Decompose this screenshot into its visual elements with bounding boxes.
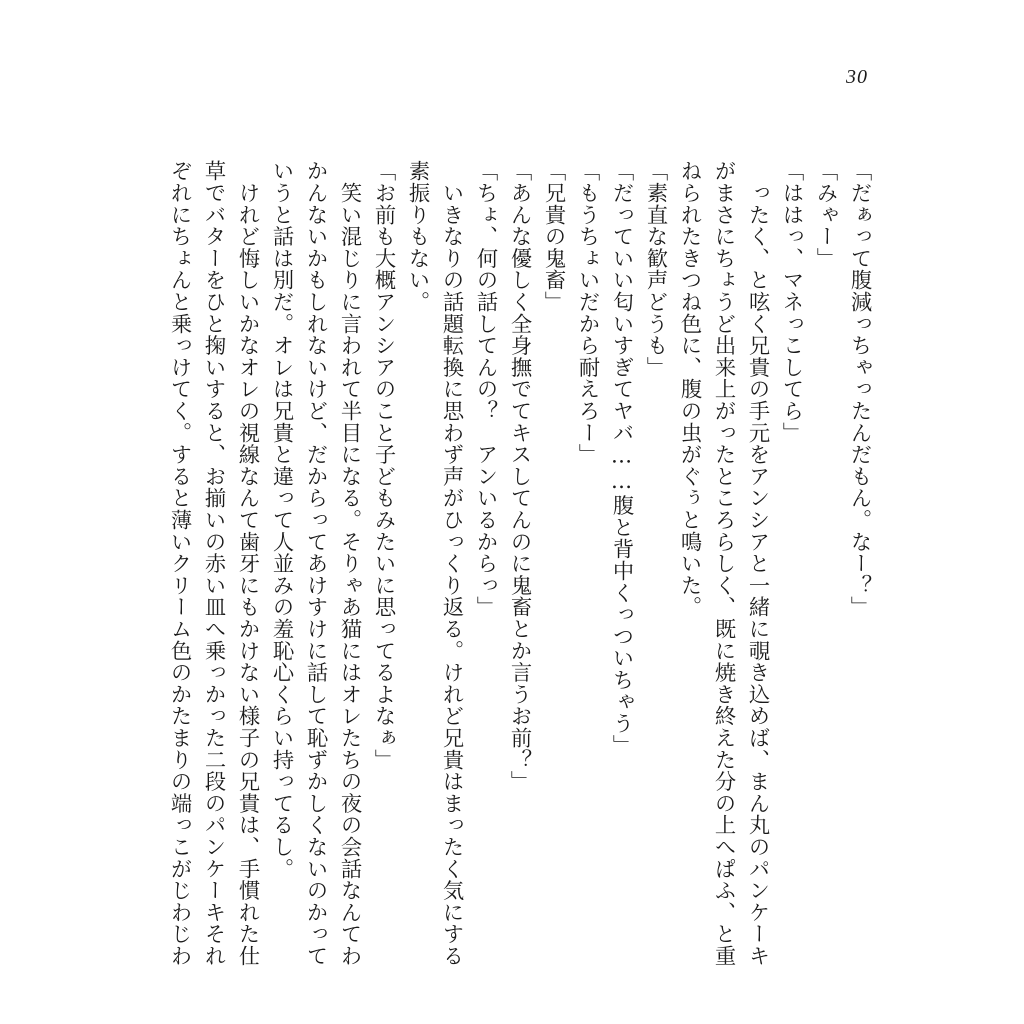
text-line: 「みゃー」 bbox=[813, 160, 838, 269]
text-line: 「もうちょいだから耐えろー」 bbox=[575, 160, 600, 466]
text-line: 「あんな優しく全身撫でてキスしてんのに鬼畜とか言うお前？」 bbox=[507, 160, 532, 793]
text-line: がまさにちょうど出来上がったところらしく、既に焼き終えた分の上へぱふ、と重 bbox=[711, 160, 736, 967]
text-line: 「素直な歓声どうも」 bbox=[643, 160, 668, 378]
text-line: 「ちょ、何の話してんの？ アンいるからっ」 bbox=[473, 160, 498, 618]
text-line: 「ははっ、マネっこしてら」 bbox=[779, 160, 804, 444]
text-line: けれど悔しいかなオレの視線なんて歯牙にもかけない様子の兄貴は、手慣れた仕 bbox=[235, 160, 260, 967]
text-line: ねられたきつね色に、腹の虫がぐぅと鳴いた。 bbox=[677, 160, 702, 618]
text-line: かんないかもしれないけど、だからってあけすけに話して恥ずかしくないのかって bbox=[303, 160, 328, 967]
page-number: 30 bbox=[846, 66, 868, 88]
text-line: いきなりの話題転換に思わず声がひっくり返る。けれど兄貴はまったく気にする bbox=[439, 160, 464, 967]
body-text bbox=[162, 160, 876, 967]
text-line: 素振りもない。 bbox=[405, 160, 430, 313]
text-line: 「お前も大概アンシアのこと子どもみたいに思ってるよなぁ」 bbox=[371, 160, 396, 771]
text-line: 「だっていい匂いすぎてヤバ……腹と背中くっついちゃう」 bbox=[609, 160, 634, 756]
text-line: ぞれにちょんと乗っけてく。すると薄いクリーム色のかたまりの端っこがじわじわ bbox=[167, 160, 192, 967]
text-line: 「だぁって腹減っちゃったんだもん。なー？」 bbox=[847, 160, 872, 618]
text-line: いうと話は別だ。オレは兄貴と違って人並みの羞恥心くらい持ってるし。 bbox=[269, 160, 294, 880]
text-line: 笑い混じりに言われて半目になる。そりゃあ猫にはオレたちの夜の会話なんてわ bbox=[337, 160, 362, 967]
text-line: 草でバターをひと掬いすると、お揃いの赤い皿へ乗っかった二段のパンケーキそれ bbox=[201, 160, 226, 967]
text-line: ったく、と呟く兄貴の手元をアンシアと一緒に覗き込めば、まん丸のパンケーキ bbox=[745, 160, 770, 967]
text-line: 「兄貴の鬼畜」 bbox=[541, 160, 566, 313]
